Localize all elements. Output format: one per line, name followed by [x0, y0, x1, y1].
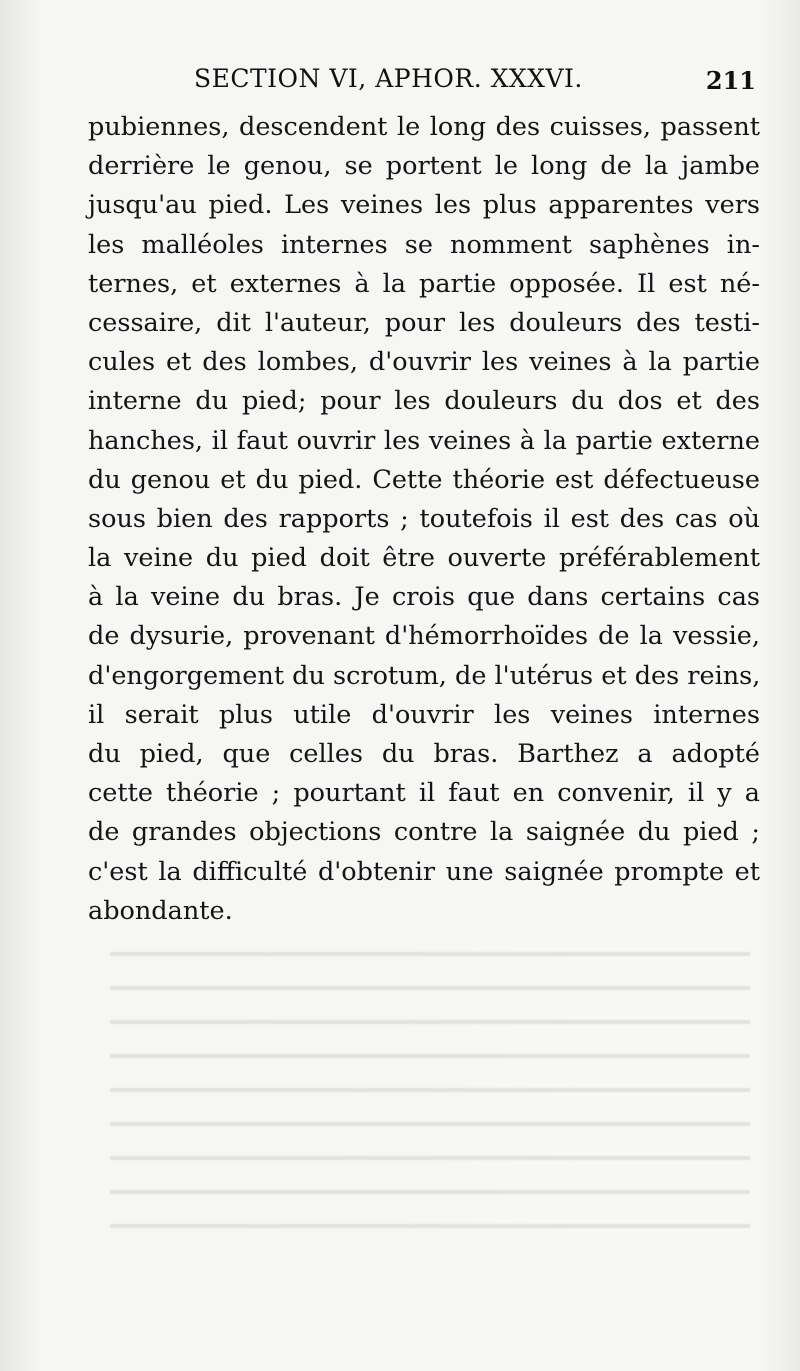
- page-header: [88, 62, 758, 102]
- text-line: derrière le genou, se portent le long de la jambe: [88, 151, 760, 182]
- text-line: interne du pied; pour les douleurs du dos et des: [88, 386, 760, 417]
- text-line: pubiennes, descendent le long des cuisses, passent: [88, 112, 760, 142]
- text-line: d'engorgement du scrotum, de l'utérus et des reins,: [88, 660, 761, 691]
- text-line: il serait plus utile d'ouvrir les veines internes: [88, 699, 760, 730]
- text-line: de grandes objections contre la saignée du pied ;: [88, 817, 760, 848]
- running-head: SECTION VI, APHOR. XXXVI.: [194, 64, 583, 93]
- text-line: jusqu'au pied. Les veines les plus apparentes vers: [88, 190, 760, 221]
- text-line: c'est la difficulté d'obtenir une saignée prompte et: [88, 856, 760, 887]
- text-line: du pied, que celles du bras. Barthez a adopté: [88, 739, 760, 769]
- text-line: cessaire, dit l'auteur, pour les douleurs des testi-: [88, 307, 760, 338]
- body-text: [88, 108, 760, 931]
- text-line: cette théorie ; pourtant il faut en convenir, il y a: [88, 778, 760, 809]
- text-line: la veine du pied doit être ouverte préférablement: [88, 543, 760, 574]
- text-line: de dysurie, provenant d'hémorrhoïdes de la vessie,: [88, 621, 760, 652]
- text-line: cules et des lombes, d'ouvrir les veines à la partie: [88, 347, 760, 378]
- text-line: à la veine du bras. Je crois que dans certains cas: [88, 582, 760, 613]
- text-line: ternes, et externes à la partie opposée. Il est né-: [88, 268, 760, 299]
- bleed-through-shadow: [110, 930, 750, 1230]
- page-number: 211: [705, 66, 756, 95]
- text-line-last: abondante.: [88, 895, 233, 926]
- text-line: du genou et du pied. Cette théorie est défectueuse: [88, 464, 760, 495]
- text-line: les malléoles internes se nomment saphènes in-: [88, 229, 760, 260]
- text-line: hanches, il faut ouvrir les veines à la partie externe: [88, 425, 760, 456]
- text-line: sous bien des rapports ; toutefois il est des cas où: [88, 503, 760, 534]
